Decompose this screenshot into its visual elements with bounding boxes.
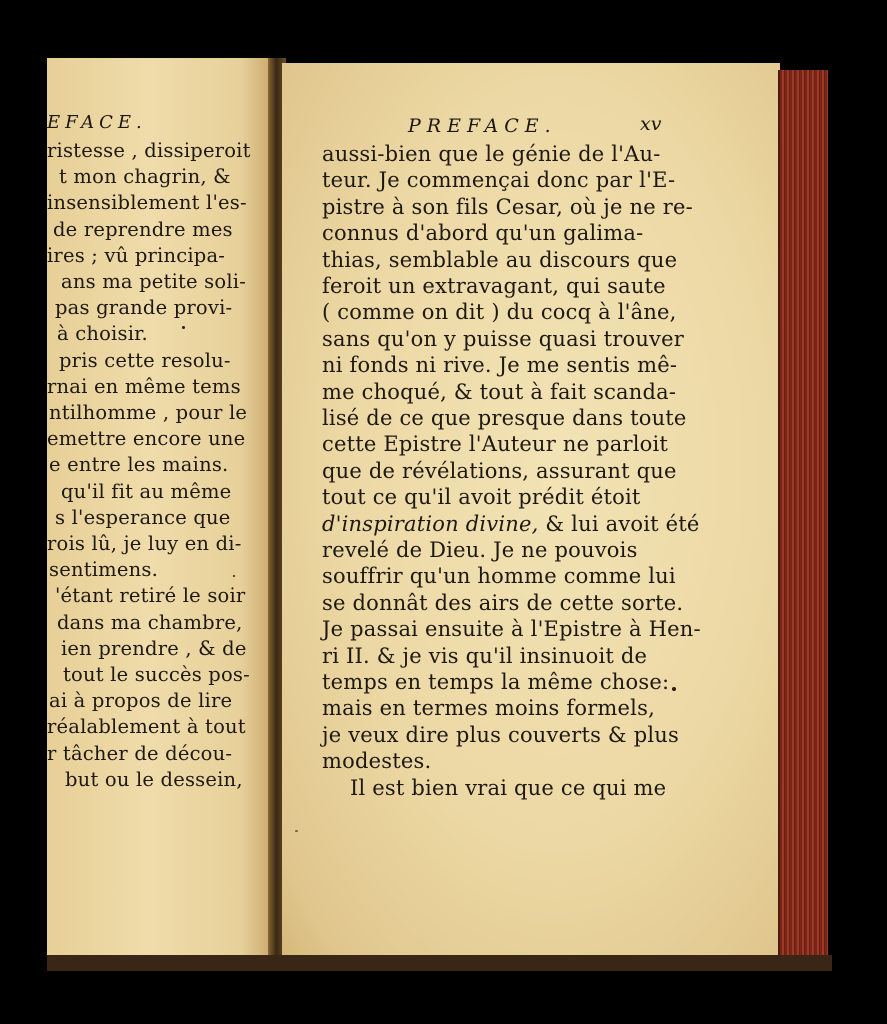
ink-spot [295, 830, 298, 832]
left-text-line: ans ma petite soli- [61, 270, 246, 293]
right-text-line: souffrir qu'un homme comme lui [322, 564, 676, 589]
right-page [282, 63, 780, 955]
right-text-line: lisé de ce que presque dans toute [322, 406, 687, 430]
left-header [47, 106, 275, 136]
left-text-line: t mon chagrin, & [59, 165, 231, 189]
right-text-line: temps en temps la même chose: [322, 670, 670, 694]
left-page [47, 58, 275, 971]
left-text-line: e entre les mains. [49, 453, 229, 477]
left-text-line: qu'il fit au même [61, 479, 232, 503]
page-edges [778, 70, 828, 960]
left-text-line: de reprendre mes [53, 217, 233, 241]
right-text-line: que de révélations, assurant que [322, 458, 677, 483]
italic-phrase: d'inspiration divine, [322, 511, 539, 536]
book-cover-edge [47, 955, 832, 971]
right-text-line: modestes. [322, 749, 432, 774]
right-text-line: Il est bien vrai que ce qui me [350, 775, 667, 800]
right-running-head: PREFACE. [408, 115, 557, 137]
ink-spot [182, 326, 185, 329]
left-text-line: ires ; vû principa- [47, 243, 226, 267]
left-text-line: réalablement à tout [47, 715, 246, 739]
left-text-line: tout le succès pos- [63, 663, 250, 686]
left-text-line: insensiblement l'es- [47, 191, 247, 215]
right-text-line: teur. Je commençai donc par l'E- [322, 168, 676, 193]
right-text-line: pistre à son fils Cesar, où je ne re- [322, 194, 693, 219]
left-running-head: EFACE. [47, 112, 147, 133]
right-text-line: me choqué, & tout à fait scanda- [322, 379, 677, 404]
right-text-line: feroit un extravagant, qui saute [322, 274, 666, 298]
left-text-line: pris cette resolu- [59, 348, 231, 372]
right-text-line: connus d'abord qu'un galima- [322, 221, 644, 246]
left-text-line: sentimens. [49, 558, 158, 582]
left-text-line: 'étant retiré le soir [55, 584, 246, 608]
right-text-line: ( comme on dit ) du cocq à l'âne, [322, 300, 677, 325]
right-text-line: mais en termes moins formels, [322, 696, 655, 721]
right-text-line: ni fonds ni rive. Je me sentis mê- [322, 353, 678, 378]
left-text-line: r tâcher de décou- [47, 741, 233, 765]
right-text-line: je veux dire plus couverts & plus [322, 722, 679, 747]
left-text-line: ristesse , dissiperoit [47, 139, 251, 162]
left-text-line: à choisir. [57, 322, 148, 346]
page-number: xv [640, 113, 662, 135]
text-span: & lui avoit été [538, 511, 700, 536]
right-text-line: ri II. & je vis qu'il insinuoit de [322, 643, 648, 668]
right-header [282, 111, 780, 141]
left-text-line: emettre encore une [47, 427, 246, 451]
ink-spot [233, 575, 235, 577]
right-text-line [322, 511, 700, 537]
right-text-line: cette Epistre l'Auteur ne parloit [322, 432, 669, 457]
right-text-line: tout ce qu'il avoit prédit étoit [322, 485, 641, 510]
left-text-line: pas grande provi- [55, 296, 233, 320]
left-text-line: rnai en même tems [47, 374, 241, 398]
left-text-line: rois lû, je luy en di- [47, 532, 242, 555]
right-text-line: aussi-bien que le génie de l'Au- [322, 142, 661, 166]
right-text-line: revelé de Dieu. Je ne pouvois [322, 538, 638, 562]
left-text-line: but ou le dessein, [65, 767, 243, 791]
left-text-line: ai à propos de lire [49, 689, 233, 713]
left-text-line: ntilhomme , pour le [49, 401, 248, 424]
ink-spot [672, 687, 676, 691]
left-text-line: dans ma chambre, [57, 610, 243, 634]
left-text-line: ien prendre , & de [61, 636, 247, 660]
right-text-line: se donnât des airs de cette sorte. [322, 590, 684, 615]
left-text-line: s l'esperance que [55, 505, 231, 529]
right-text-line: thias, semblable au discours que [322, 247, 678, 272]
right-text-line: Je passai ensuite à l'Epistre à Hen- [322, 617, 701, 642]
right-text-line: sans qu'on y puisse quasi trouver [322, 326, 684, 351]
